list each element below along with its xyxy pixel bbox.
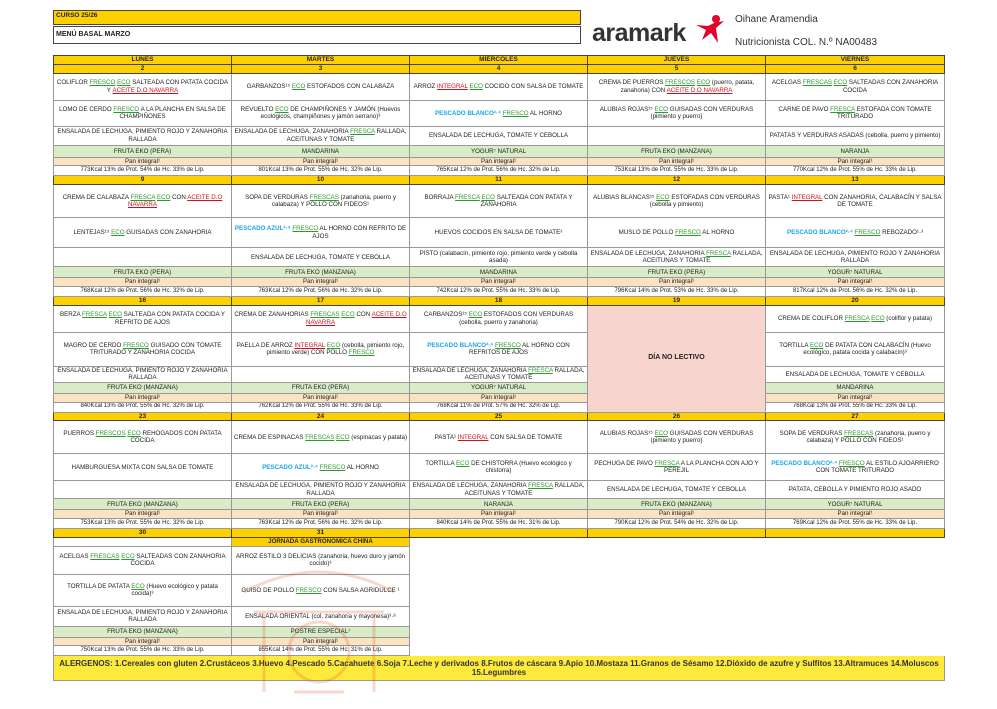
- dessert-item: MANDARINA: [232, 145, 410, 157]
- week-3-kcal: [54, 402, 945, 412]
- nutrition-info: 817Kcal 12% de Prot. 56% de Hc. 32% de Lip.: [766, 286, 945, 296]
- dish-item: ALUBIAS BLANCAS¹⁵ ECO ESTOFADAS CON VERDURAS (cebolla y pimiento): [588, 185, 766, 218]
- dish-item: PECHUGA DE PAVO FRESCA A LA PLANCHA CON AJO Y PEREJIL: [588, 454, 766, 481]
- dish-item: PESCADO BLANCO²·⁴ FRESCO AL HORNO: [410, 100, 588, 126]
- dish-item: ARROZ ESTILO 3 DELICIAS (zanahoria, huevo duro y jamón cocido)³: [232, 546, 410, 574]
- week-5-r4: [54, 626, 945, 637]
- dish-item: CARNE DE PAVO FRESCA ESTOFADA CON TOMATE TRITURADO: [766, 100, 945, 126]
- week-2-r3: [54, 248, 945, 267]
- dish-item: ENSALADA DE LECHUGA, PIMIENTO ROJO Y ZANAHORIA RALLADA: [54, 126, 232, 145]
- date-number: 2: [54, 64, 232, 73]
- dessert-item: YOGUR⁷ NATURAL: [766, 499, 945, 510]
- dish-item: ENSALADA ORIENTAL (col, zanahoria y mayonesa)³·⁸: [232, 606, 410, 626]
- dish-item: MAGRO DE CERDO FRESCO GUISADO CON TOMATE TRITURADO Y ZANAHORIA COCIDA: [54, 332, 232, 366]
- bread-item: Pan integral¹: [588, 278, 766, 287]
- bread-item: Pan integral¹: [766, 510, 945, 519]
- dessert-item: FRUTA EKO (MANZANA): [588, 145, 766, 157]
- week-5-r3: [54, 606, 945, 626]
- dessert-item: FRUTA EKO (PERA): [54, 145, 232, 157]
- nutrition-info: 768Kcal 11% de Prot. 57% de Hc. 32% de Lip.: [410, 402, 588, 412]
- dish-item: BERZA FRESCA ECO SALTEADA CON PATATA COCIDA Y REFRITO DE AJOS: [54, 305, 232, 332]
- date-number: 26: [588, 412, 766, 421]
- dessert-item: FRUTA EKO (MANZANA): [54, 626, 232, 637]
- date-number: 19: [588, 296, 766, 305]
- date-number: 6: [766, 64, 945, 73]
- dish-item: ARROZ INTEGRAL ECO COCIDO CON SALSA DE TOMATE: [410, 73, 588, 100]
- week-4-r1: [54, 421, 945, 454]
- dish-item: COLIFLOR FRESCO ECO SALTEADA CON PATATA COCIDA Y ACEITE D.O NAVARRA: [54, 73, 232, 100]
- dish-item: SOPA DE VERDURAS FRESCAS (zanahoria, puerro y calabaza) Y POLLO CON FIDEOS¹: [766, 421, 945, 454]
- bread-item: Pan integral¹: [766, 393, 945, 402]
- dish-item: PAELLA DE ARROZ INTEGRAL ECO (cebolla, pimiento rojo, pimiento verde) CON POLLO FRESCO: [232, 332, 410, 366]
- dessert-item: YOGUR⁷ NATURAL: [410, 382, 588, 393]
- bread-item: Pan integral¹: [54, 510, 232, 519]
- week-1-r3: [54, 126, 945, 145]
- dish-item: HUEVOS COCIDOS EN SALSA DE TOMATE³: [410, 218, 588, 248]
- dish-item: SOPA DE VERDURAS FRESCAS (zanahoria, puerro y calabaza) Y POLLO CON FIDEOS¹: [232, 185, 410, 218]
- dish-item: ENSALADA DE LECHUGA, TOMATE Y CEBOLLA: [766, 366, 945, 382]
- dessert-item: FRUTA EKO (PERA): [232, 382, 410, 393]
- bread-item: Pan integral¹: [232, 157, 410, 166]
- bread-item: Pan integral¹: [54, 157, 232, 166]
- bread-item: Pan integral¹: [588, 157, 766, 166]
- week-4-r3: [54, 481, 945, 499]
- week-3-dates: [54, 296, 945, 305]
- day-header: JUEVES: [588, 56, 766, 65]
- dish-item: ENSALADA DE LECHUGA, PIMIENTO ROJO Y ZANAHORIA RALLADA: [232, 481, 410, 499]
- dish-item: LENTEJAS¹⁵ ECO GUISADAS CON ZANAHORIA: [54, 218, 232, 248]
- week-3-pan: [54, 393, 945, 402]
- dish-item: CARBANZOS¹⁵ ECO ESTOFADOS CON VERDURAS (cebolla, puerro y zanahoria): [410, 305, 588, 332]
- bread-item: Pan integral¹: [54, 393, 232, 402]
- author-name: Oihane Aramendia: [735, 14, 818, 25]
- nutrition-info: 765Kcal 12% de Prot. 56% de Hc. 32% de Lip.: [410, 166, 588, 176]
- week-2-pan: [54, 278, 945, 287]
- dish-item: ENSALADA DE LECHUGA, ZANAHORIA FRESCA RALLADA, ACEITUNAS Y TOMATE: [588, 248, 766, 267]
- nutrition-info: 763Kcal 12% de Prot. 56% de Hc. 32% de Lip.: [232, 286, 410, 296]
- date-number: 24: [232, 412, 410, 421]
- week-5-kcal: [54, 646, 945, 656]
- week-4-dates: [54, 412, 945, 421]
- week-1-r4: [54, 145, 945, 157]
- dish-item: BORRAJA FRESCA ECO SALTEADA CON PATATA Y ZANAHORIA: [410, 185, 588, 218]
- dish-item: ACELGAS FRESCAS ECO SALTEADAS CON ZANAHORIA COCIDA: [54, 546, 232, 574]
- dessert-item: NARANJA: [410, 499, 588, 510]
- day-header-row: [54, 56, 945, 65]
- date-number: 11: [410, 176, 588, 185]
- dish-item: ACELGAS FRESCAS ECO SALTEADAS CON ZANAHORIA COCIDA: [766, 73, 945, 100]
- dish-item: [54, 481, 232, 499]
- date-number: 4: [410, 64, 588, 73]
- bread-item: Pan integral¹: [232, 510, 410, 519]
- dish-item: [232, 366, 410, 382]
- date-number: 17: [232, 296, 410, 305]
- jornada-row: [54, 537, 945, 546]
- course-label: CURSO 25/26: [53, 10, 581, 25]
- week-1-r2: [54, 100, 945, 126]
- day-header: MIÉRCOLES: [410, 56, 588, 65]
- bread-item: Pan integral¹: [232, 278, 410, 287]
- week-1-pan: [54, 157, 945, 166]
- dish-item: CREMA DE ZANAHORIAS FRESCAS ECO CON ACEITE D.O NAVARRA: [232, 305, 410, 332]
- nutrition-info: 768Kcal 12% de Prot. 56% de Hc. 32% de Lip.: [54, 286, 232, 296]
- date-number: 9: [54, 176, 232, 185]
- dessert-item: FRUTA EKO (PERA): [54, 267, 232, 278]
- dish-item: CREMA DE ESPINACAS FRESCAS ECO (espinacas y patata): [232, 421, 410, 454]
- dish-item: PUERROS FRESCOS ECO REHOGADOS CON PATATA COCIDA: [54, 421, 232, 454]
- nutrition-info: 796Kcal 14% de Prot. 53% de Hc. 33% de Lip.: [588, 286, 766, 296]
- day-header: LUNES: [54, 56, 232, 65]
- date-number: 25: [410, 412, 588, 421]
- dish-item: [54, 248, 232, 267]
- week-3-r2: [54, 332, 945, 366]
- bread-item: Pan integral¹: [232, 637, 410, 646]
- bread-item: Pan integral¹: [588, 510, 766, 519]
- dessert-item: FRUTA EKO (PERA): [232, 499, 410, 510]
- dish-item: CREMA DE CALABAZA FRESCA ECO CON ACEITE D.O NAVARRA: [54, 185, 232, 218]
- dish-item: PASTA¹ INTEGRAL CON SALSA DE TOMATE: [410, 421, 588, 454]
- week-3-r1: [54, 305, 945, 332]
- star-person-icon: [694, 13, 726, 45]
- bread-item: Pan integral¹: [766, 278, 945, 287]
- nutrition-info: 790Kcal 12% de Prot. 54% de Hc. 32% de Lip.: [588, 518, 766, 528]
- menu-title: MENÚ BASAL MARZO: [53, 26, 581, 44]
- dish-item: ENSALADA DE LECHUGA, TOMATE Y CEBOLLA: [588, 481, 766, 499]
- nutrition-info: 750Kcal 13% de Prot. 55% de Hc. 33% de Lip.: [54, 646, 232, 656]
- dish-item: CREMA DE COLIFLOR FRESCA ECO (coliflor y patata): [766, 305, 945, 332]
- nutrition-info: 840Kcal 14% de Prot. 55% de Hc. 31% de Lip.: [410, 518, 588, 528]
- dish-item: PATATAS Y VERDURAS ASADAS (cebolla, puerro y pimiento): [766, 126, 945, 145]
- week-2-dates: [54, 176, 945, 185]
- dish-item: ENSALADA DE LECHUGA, PIMIENTO ROJO Y ZANAHORIA RALLADA: [54, 606, 232, 626]
- week-5-r1: [54, 546, 945, 574]
- week-1-r1: [54, 73, 945, 100]
- week-2-r4: [54, 267, 945, 278]
- dish-item: REVUELTO ECO DE CHAMPIÑONES Y JAMÓN (Huevos ecológicos, champiñones y jamón serrano)³: [232, 100, 410, 126]
- dish-item: PESCADO AZUL²·⁴ FRESCO AL HORNO CON REFRITO DE AJOS: [232, 218, 410, 248]
- date-number: 23: [54, 412, 232, 421]
- week-4-pan: [54, 510, 945, 519]
- dessert-item: YOGUR⁷ NATURAL: [410, 145, 588, 157]
- week-4-r2: [54, 454, 945, 481]
- week-4-r4: [54, 499, 945, 510]
- dessert-item: FRUTA EKO (MANZANA): [588, 499, 766, 510]
- jornada-label: JORNADA GASTRONÓMICA CHINA: [232, 537, 410, 546]
- nutrition-info: 742Kcal 12% de Prot. 55% de Hc. 33% de Lip.: [410, 286, 588, 296]
- dish-item: PESCADO BLANCO²·⁴ FRESCO REBOZADO¹·³: [766, 218, 945, 248]
- aramark-logo: [592, 13, 732, 47]
- date-number: 31: [232, 528, 410, 537]
- dish-item: PESCADO BLANCO²·⁴ FRESCO AL ESTILO AJOARRIERO CON TOMATE TRITURADO: [766, 454, 945, 481]
- dessert-item: NARANJA: [766, 145, 945, 157]
- dish-item: ENSALADA DE LECHUGA, ZANAHORIA FRESCA RALLADA, ACEITUNAS Y TOMATE: [410, 481, 588, 499]
- dessert-item: FRUTA EKO (PERA): [588, 267, 766, 278]
- week-5-pan: [54, 637, 945, 646]
- date-number: 3: [232, 64, 410, 73]
- bread-item: Pan integral¹: [54, 278, 232, 287]
- date-number: 27: [766, 412, 945, 421]
- bread-item: Pan integral¹: [410, 393, 588, 402]
- week-2-r2: [54, 218, 945, 248]
- dish-item: ENSALADA DE LECHUGA, PIMIENTO ROJO Y ZANAHORIA RALLADA: [766, 248, 945, 267]
- nutrition-info: 855Kcal 14% de Prot. 55% de Hc. 31% de Lip.: [232, 646, 410, 656]
- dessert-item: FRUTA EKO (MANZANA): [54, 382, 232, 393]
- author-role: Nutricionista COL. N.º NA00483: [735, 37, 878, 48]
- week-3-r4: [54, 382, 945, 393]
- dessert-item: FRUTA EKO (MANZANA): [54, 499, 232, 510]
- dish-item: ALUBIAS ROJAS¹⁵ ECO GUISADAS CON VERDURAS (pimiento y puerro): [588, 421, 766, 454]
- week-2-kcal: [54, 286, 945, 296]
- dish-item: PISTO (calabacín, pimiento rojo, pimiento verde y cebolla asada): [410, 248, 588, 267]
- dish-item: ENSALADA DE LECHUGA, ZANAHORIA FRESCA RALLADA, ACEITUNAS Y TOMATE: [410, 366, 588, 382]
- bread-item: Pan integral¹: [410, 510, 588, 519]
- day-header: VIERNES: [766, 56, 945, 65]
- nutrition-info: 762Kcal 12% de Prot. 55% de Hc. 33% de Lip.: [232, 402, 410, 412]
- dish-item: GUISO DE POLLO FRESCO CON SALSA AGRIDULCE ¹: [232, 574, 410, 606]
- dish-item: ENSALADA DE LECHUGA, PIMIENTO ROJO Y ZANAHORIA RALLADA: [54, 366, 232, 382]
- date-number: 18: [410, 296, 588, 305]
- date-number: 30: [54, 528, 232, 537]
- dish-item: TORTILLA ECO DE CHISTORRA (Huevo ecológico y chistorra): [410, 454, 588, 481]
- week-5-r2: [54, 574, 945, 606]
- nutrition-info: 801Kcal 13% de Prot. 55% de Hc. 32% de Lip.: [232, 166, 410, 176]
- dish-item: LOMO DE CERDO FRESCO A LA PLANCHA EN SALSA DE CHAMPIÑONES: [54, 100, 232, 126]
- dish-item: ENSALADA DE LECHUGA, TOMATE Y CEBOLLA: [232, 248, 410, 267]
- dish-item: ALUBIAS ROJAS¹⁵ ECO GUISADAS CON VERDURAS (pimiento y puerro): [588, 100, 766, 126]
- dish-item: ENSALADA DE LECHUGA, TOMATE Y CEBOLLA: [410, 126, 588, 145]
- week-4-kcal: [54, 518, 945, 528]
- week-1-kcal: [54, 166, 945, 176]
- week-1-dates: [54, 64, 945, 73]
- dish-item: ENSALADA DE LECHUGA, ZANAHORIA FRESCA RALLADA, ACEITUNAS Y TOMATE: [232, 126, 410, 145]
- menu-table: [53, 55, 945, 681]
- dessert-item: YOGUR⁷ NATURAL: [766, 267, 945, 278]
- dish-item: MUSLO DE POLLO FRESCO AL HORNO: [588, 218, 766, 248]
- nutrition-info: 753Kcal 13% de Prot. 55% de Hc. 33% de Lip.: [588, 166, 766, 176]
- date-number: 10: [232, 176, 410, 185]
- dish-item: PATATA, CEBOLLA Y PIMIENTO ROJO ASADO: [766, 481, 945, 499]
- dessert-item: MANDARINA: [766, 382, 945, 393]
- nutrition-info: 770Kcal 12% de Prot. 55% de Hc. 33% de Lip.: [766, 166, 945, 176]
- bread-item: Pan integral¹: [766, 157, 945, 166]
- logo-wordmark: aramark: [592, 19, 686, 47]
- dish-item: PESCADO BLANCO²·⁴ FRESCO AL HORNO CON REFRITOS DE AJOS: [410, 332, 588, 366]
- nutrition-info: 773Kcal 13% de Prot. 54% de Hc. 33% de Lip.: [54, 166, 232, 176]
- date-number: 20: [766, 296, 945, 305]
- dish-item: TORTILLA DE PATATA ECO (Huevo ecológico y patata cocida)³: [54, 574, 232, 606]
- nutrition-info: 840Kcal 13% de Prot. 55% de Hc. 32% de Lip.: [54, 402, 232, 412]
- dish-item: [588, 126, 766, 145]
- date-number: 13: [766, 176, 945, 185]
- allergens-legend: ALERGENOS: 1.Cereales con gluten 2.Crustáceos 3.Huevo 4.Pescado 5.Cacahuete 6.Soja 7.Leche y derivados 8.Frutos de cáscara 9.Apio 10.Mostaza 11.Granos de Sésamo 12.Dióxido de azufre y Sulfitos 13.Altramuces 14.Moluscos 15.Legumbres: [54, 656, 945, 681]
- dish-item: PASTA¹ INTEGRAL CON ZANAHORIA, CALABACÍN Y SALSA DE TOMATE: [766, 185, 945, 218]
- bread-item: Pan integral¹: [232, 393, 410, 402]
- allergens-row: [54, 656, 945, 681]
- bread-item: Pan integral¹: [410, 157, 588, 166]
- dish-item: GARBANZOS¹⁵ ECO ESTOFADOS CON CALABAZA: [232, 73, 410, 100]
- nutrition-info: 763Kcal 12% de Prot. 56% de Hc. 32% de Lip.: [232, 518, 410, 528]
- date-number: 12: [588, 176, 766, 185]
- dish-item: PESCADO AZUL²·⁴ FRESCO AL HORNO: [232, 454, 410, 481]
- date-number: 5: [588, 64, 766, 73]
- week-3-r3: [54, 366, 945, 382]
- nutrition-info: 753Kcal 13% de Prot. 55% de Hc. 32% de Lip.: [54, 518, 232, 528]
- dish-item: TORTILLA ECO DE PATATA CON CALABACÍN (Huevo ecológico, patata cocida y calabacín)³: [766, 332, 945, 366]
- week-2-r1: [54, 185, 945, 218]
- nutrition-info: 768Kcal 13% de Prot. 55% de Hc. 33% de Lip.: [766, 402, 945, 412]
- week-5-dates: [54, 528, 945, 537]
- dish-item: CREMA DE PUERROS FRESCOS ECO (puerro, patata, zanahoria) CON ACEITE D.O NAVARRA: [588, 73, 766, 100]
- bread-item: Pan integral¹: [54, 637, 232, 646]
- dessert-item: POSTRE ESPECIAL⁷: [232, 626, 410, 637]
- bread-item: Pan integral¹: [410, 278, 588, 287]
- date-number: 16: [54, 296, 232, 305]
- no-school-day: DÍA NO LECTIVO: [588, 305, 766, 412]
- nutrition-info: 769Kcal 12% de Prot. 55% de Hc. 33% de Lip.: [766, 518, 945, 528]
- dessert-item: MANDARINA: [410, 267, 588, 278]
- dessert-item: FRUTA EKO (MANZANA): [232, 267, 410, 278]
- day-header: MARTES: [232, 56, 410, 65]
- dish-item: HAMBURGUESA MIXTA CON SALSA DE TOMATE: [54, 454, 232, 481]
